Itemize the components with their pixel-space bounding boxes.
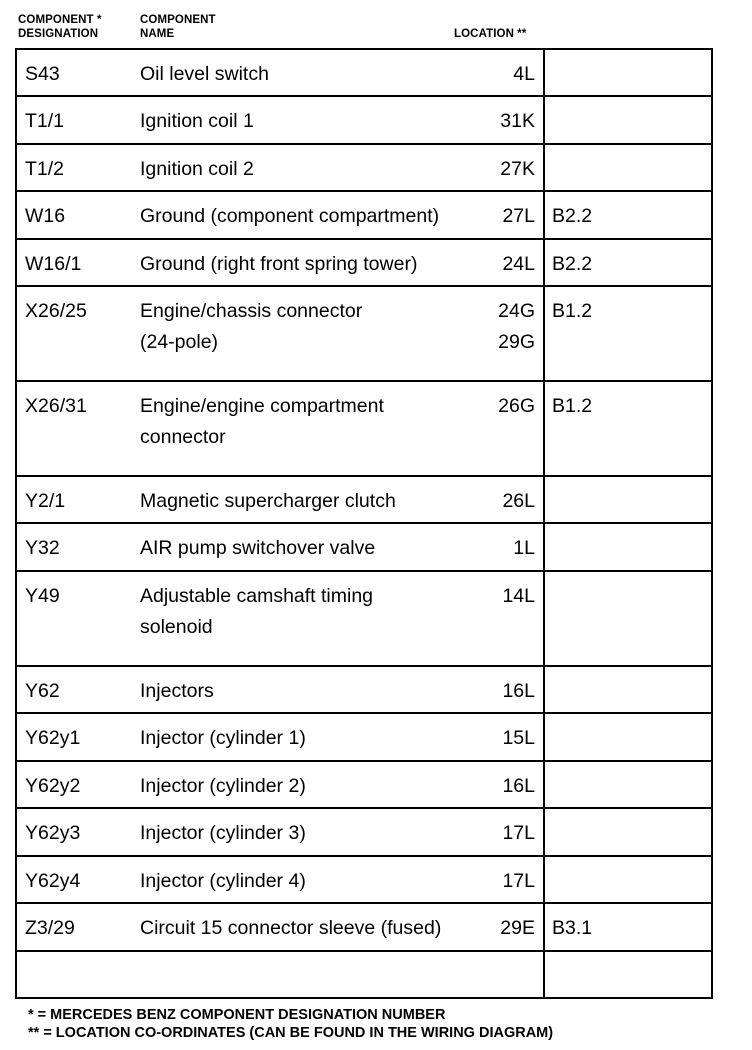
header-line: COMPONENT * xyxy=(18,14,102,26)
column-divider xyxy=(543,524,545,570)
location-line: 24G xyxy=(498,300,535,322)
column-header-name xyxy=(140,13,216,41)
location-line: 27L xyxy=(502,205,535,227)
column-header-location xyxy=(454,27,526,41)
cell-component-name xyxy=(140,249,417,280)
cell-designation: Y62y3 xyxy=(25,822,81,844)
name-line: Injector (cylinder 2) xyxy=(140,775,306,797)
column-divider xyxy=(543,572,545,665)
cell-component-name xyxy=(140,486,396,517)
table-row xyxy=(15,524,713,572)
cell-component-name xyxy=(140,391,384,453)
cell-designation: Z3/29 xyxy=(25,917,75,939)
table-row xyxy=(15,762,713,809)
column-divider xyxy=(543,145,545,190)
name-line: (24-pole) xyxy=(140,331,219,353)
table-row xyxy=(15,97,713,145)
location-line: 29G xyxy=(498,331,535,353)
cell-component-name xyxy=(140,676,214,707)
table-row xyxy=(15,287,713,382)
column-divider xyxy=(543,97,545,143)
cell-location xyxy=(502,201,535,232)
cell-designation: Y32 xyxy=(25,537,60,559)
name-line: Ignition coil 2 xyxy=(140,158,254,180)
cell-location xyxy=(502,723,535,754)
cell-designation: Y62y1 xyxy=(25,727,81,749)
cell-designation: W16 xyxy=(25,205,66,227)
cell-designation: Y62y4 xyxy=(25,870,81,892)
name-line: Oil level switch xyxy=(140,63,269,85)
cell-component-name xyxy=(140,581,373,643)
cell-component-name xyxy=(140,533,375,564)
name-line: Injector (cylinder 3) xyxy=(140,822,306,844)
cell-component-name xyxy=(140,866,306,897)
cell-component-name xyxy=(140,818,306,849)
column-divider xyxy=(543,809,545,855)
cell-diagram-reference: B1.2 xyxy=(552,395,593,417)
name-line: AIR pump switchover valve xyxy=(140,537,376,559)
column-divider xyxy=(543,857,545,902)
cell-location xyxy=(513,59,535,90)
table-row xyxy=(15,904,713,952)
name-line: Ignition coil 1 xyxy=(140,110,254,132)
column-divider xyxy=(543,762,545,807)
cell-diagram-reference: B3.1 xyxy=(552,917,593,939)
location-line: 26G xyxy=(498,395,535,417)
column-divider xyxy=(543,240,545,285)
cell-diagram-reference: B2.2 xyxy=(552,205,593,227)
table-row xyxy=(15,857,713,904)
header-line: NAME xyxy=(140,28,175,40)
cell-diagram-reference: B1.2 xyxy=(552,300,593,322)
location-line: 14L xyxy=(502,585,535,607)
cell-component-name xyxy=(140,913,441,944)
table-row xyxy=(15,809,713,857)
name-line: solenoid xyxy=(140,616,213,638)
cell-designation: X26/31 xyxy=(25,395,87,417)
location-line: 27K xyxy=(500,158,535,180)
cell-location xyxy=(502,866,535,897)
cell-location xyxy=(500,154,535,185)
column-divider xyxy=(543,382,545,475)
location-line: 15L xyxy=(502,727,535,749)
location-line: 16L xyxy=(502,680,535,702)
cell-component-name xyxy=(140,59,269,90)
table-row xyxy=(15,952,713,999)
header-line: COMPONENT xyxy=(140,14,216,26)
cell-location xyxy=(502,486,535,517)
name-line: Injector (cylinder 4) xyxy=(140,870,306,892)
cell-location xyxy=(498,296,535,358)
component-table xyxy=(15,48,713,999)
column-divider xyxy=(543,714,545,760)
cell-designation: Y49 xyxy=(25,585,60,607)
name-line: Ground (component compartment) xyxy=(140,205,440,227)
header-line: DESIGNATION xyxy=(18,28,99,40)
column-divider xyxy=(543,952,545,997)
cell-designation: T1/2 xyxy=(25,158,65,180)
cell-component-name xyxy=(140,106,254,137)
column-divider xyxy=(543,904,545,950)
cell-location xyxy=(502,581,535,612)
header-line: LOCATION ** xyxy=(454,28,527,40)
name-line: Engine/chassis connector xyxy=(140,300,363,322)
table-row xyxy=(15,50,713,97)
name-line: Injectors xyxy=(140,680,214,702)
column-divider xyxy=(543,50,545,95)
name-line: Ground (right front spring tower) xyxy=(140,253,418,275)
cell-location xyxy=(500,913,535,944)
column-divider xyxy=(543,287,545,380)
table-row xyxy=(15,572,713,667)
name-line: Circuit 15 connector sleeve (fused) xyxy=(140,917,442,939)
cell-designation: W16/1 xyxy=(25,253,82,275)
name-line: Engine/engine compartment xyxy=(140,395,384,417)
cell-component-name xyxy=(140,723,306,754)
name-line: Injector (cylinder 1) xyxy=(140,727,306,749)
name-line: connector xyxy=(140,426,226,448)
footnotes xyxy=(28,1006,553,1042)
cell-designation: Y2/1 xyxy=(25,490,66,512)
cell-location xyxy=(498,391,535,422)
cell-designation: X26/25 xyxy=(25,300,87,322)
location-line: 24L xyxy=(502,253,535,275)
location-line: 17L xyxy=(502,822,535,844)
location-line: 26L xyxy=(502,490,535,512)
cell-location xyxy=(502,676,535,707)
cell-component-name xyxy=(140,771,306,802)
location-line: 31K xyxy=(500,110,535,132)
footnote-designation: * = MERCEDES BENZ COMPONENT DESIGNATION NUMBER xyxy=(28,1007,446,1023)
table-row xyxy=(15,667,713,714)
location-line: 29E xyxy=(500,917,535,939)
footnote-location: ** = LOCATION CO-ORDINATES (CAN BE FOUND IN THE WIRING DIAGRAM) xyxy=(28,1025,554,1041)
column-divider xyxy=(543,477,545,522)
table-row xyxy=(15,240,713,287)
cell-diagram-reference: B2.2 xyxy=(552,253,593,275)
name-line: Adjustable camshaft timing xyxy=(140,585,374,607)
cell-component-name xyxy=(140,154,254,185)
cell-component-name xyxy=(140,296,362,358)
cell-designation: T1/1 xyxy=(25,110,65,132)
table-row xyxy=(15,192,713,240)
location-line: 16L xyxy=(502,775,535,797)
location-line: 4L xyxy=(513,63,535,85)
column-divider xyxy=(543,192,545,238)
column-divider xyxy=(543,667,545,712)
cell-location xyxy=(500,106,535,137)
cell-location xyxy=(502,249,535,280)
cell-designation: S43 xyxy=(25,63,60,85)
cell-designation: Y62y2 xyxy=(25,775,81,797)
cell-component-name xyxy=(140,201,439,232)
table-row xyxy=(15,145,713,192)
name-line: Magnetic supercharger clutch xyxy=(140,490,396,512)
cell-designation: Y62 xyxy=(25,680,60,702)
table-row xyxy=(15,477,713,524)
location-line: 17L xyxy=(502,870,535,892)
table-row xyxy=(15,382,713,477)
column-header-designation xyxy=(18,13,102,41)
cell-location xyxy=(513,533,535,564)
table-row xyxy=(15,714,713,762)
cell-location xyxy=(502,771,535,802)
cell-location xyxy=(502,818,535,849)
location-line: 1L xyxy=(513,537,535,559)
